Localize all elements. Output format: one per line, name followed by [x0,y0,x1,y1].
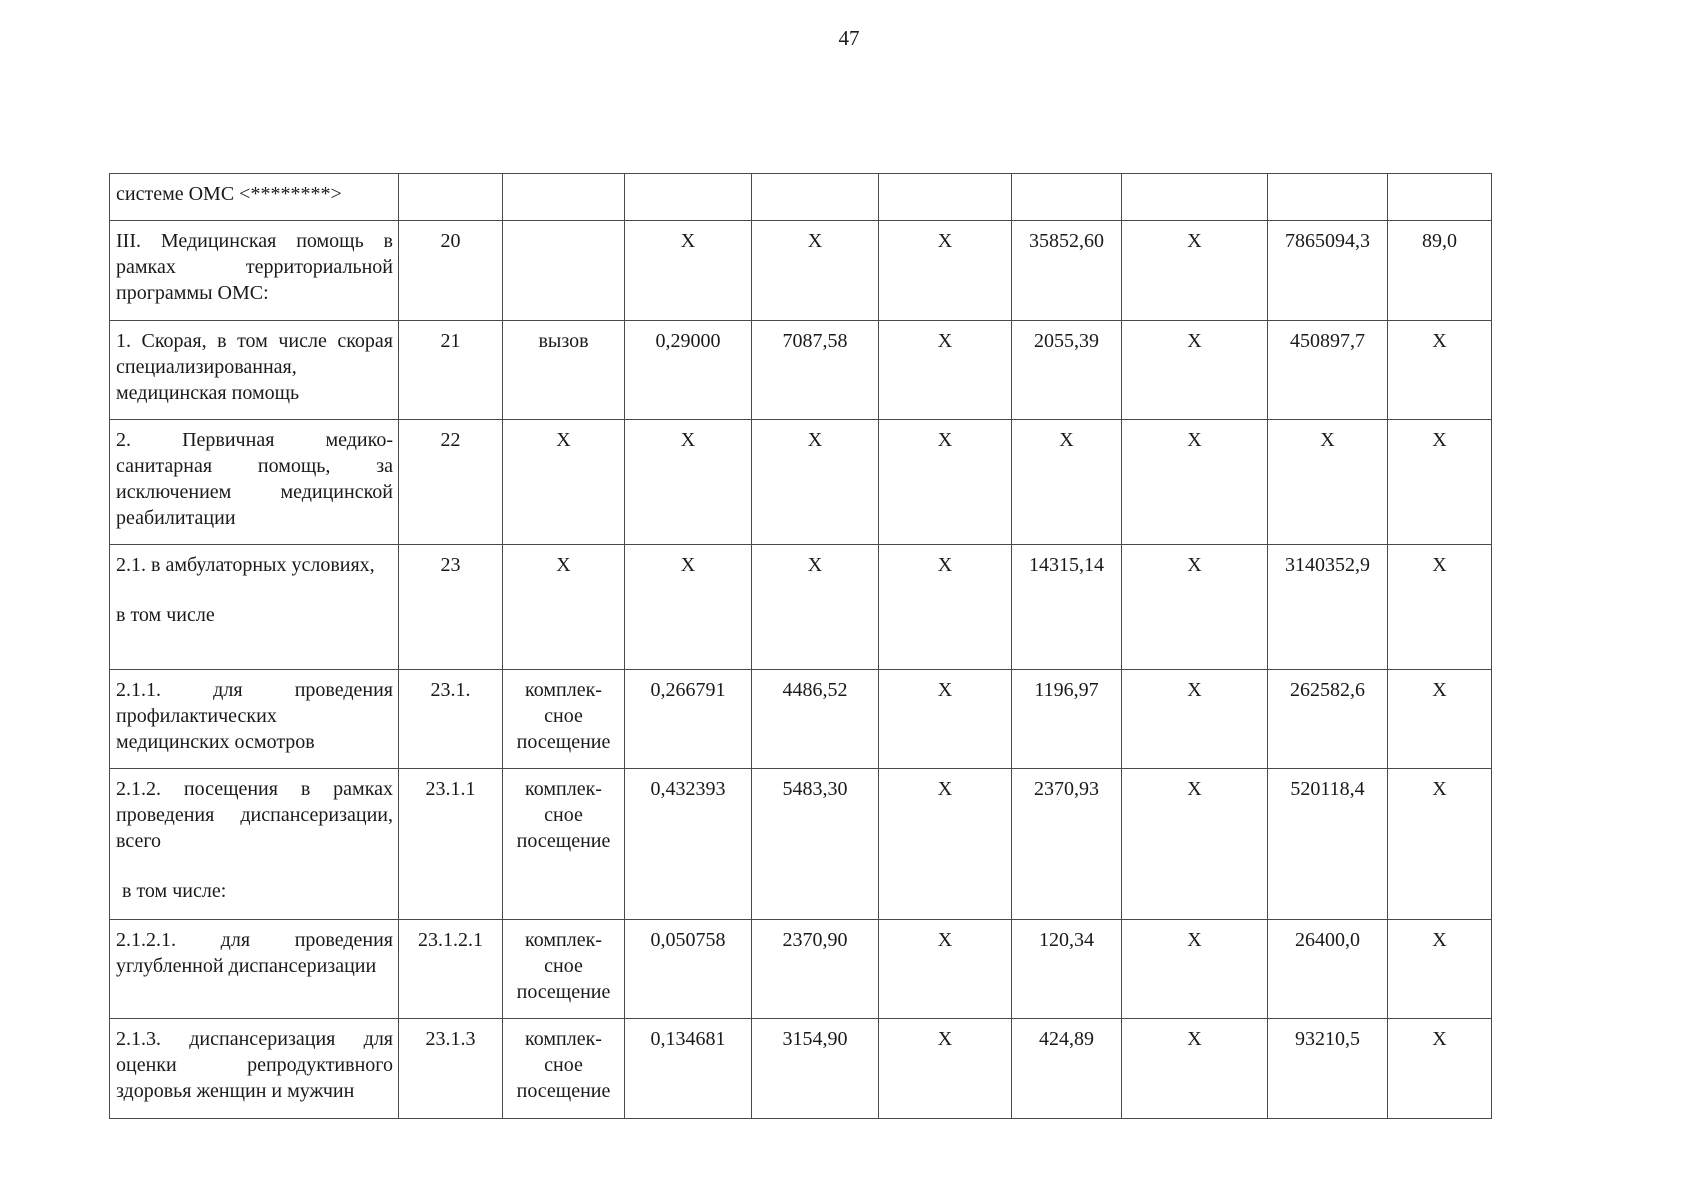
table-cell: Х [879,221,1012,321]
table-cell: 7865094,3 [1268,221,1388,321]
table-cell: 14315,14 [1012,545,1122,670]
table-cell: 2370,93 [1012,769,1122,920]
row-name-cell [110,545,399,670]
table-cell: 93210,5 [1268,1019,1388,1119]
table-cell: Х [1122,221,1268,321]
table-row [110,174,1492,221]
row-name: системе ОМС <********> [116,183,342,205]
table-cell: Х [879,420,1012,545]
table-cell [625,174,752,221]
table-row [110,670,1492,769]
table-cell: 89,0 [1388,221,1492,321]
table-cell: 2055,39 [1012,321,1122,420]
table-cell: Х [879,769,1012,920]
table-cell: Х [503,545,625,670]
table-cell: Х [625,221,752,321]
table-cell [1388,174,1492,221]
table-cell: комплек-сное посещение [503,1019,625,1119]
table-cell: 0,134681 [625,1019,752,1119]
table-cell: Х [879,545,1012,670]
table-cell: 450897,7 [1268,321,1388,420]
table-cell: 4486,52 [752,670,879,769]
row-subnote: в том числе: [122,880,227,902]
table-cell [503,221,625,321]
table-cell: 0,432393 [625,769,752,920]
table-cell [879,174,1012,221]
table-cell: Х [1388,670,1492,769]
table-cell: 22 [399,420,503,545]
row-name-cell [110,1019,399,1119]
table-cell: 23.1.1 [399,769,503,920]
table-cell: комплек-сное посещение [503,920,625,1019]
table-cell: 7087,58 [752,321,879,420]
table-cell: Х [752,420,879,545]
table-cell: Х [1012,420,1122,545]
table-cell: 35852,60 [1012,221,1122,321]
row-name: 1. Скорая, в том числе скорая специализированная, медицинская помощь [116,330,393,404]
table-cell: 1196,97 [1012,670,1122,769]
table-cell: Х [1122,420,1268,545]
table-cell: Х [1388,321,1492,420]
row-name-cell [110,321,399,420]
table-cell: Х [879,670,1012,769]
table-cell: 0,29000 [625,321,752,420]
table-cell: Х [879,1019,1012,1119]
table-cell: 120,34 [1012,920,1122,1019]
table-cell: Х [879,321,1012,420]
table-cell: Х [1388,545,1492,670]
row-name-cell [110,174,399,221]
table-row [110,221,1492,321]
table-cell: Х [879,920,1012,1019]
row-name-cell [110,221,399,321]
program-table [109,173,1492,1119]
table-cell: Х [503,420,625,545]
table-cell: Х [1122,1019,1268,1119]
table-cell: Х [1388,769,1492,920]
table-cell: 424,89 [1012,1019,1122,1119]
table-cell: 23 [399,545,503,670]
table-cell: Х [1388,920,1492,1019]
table-cell [1268,174,1388,221]
row-name-cell [110,920,399,1019]
table-cell: 23.1.2.1 [399,920,503,1019]
table-cell [503,174,625,221]
table-cell [1122,174,1268,221]
row-name: 2.1.2. посещения в рамках проведения диспансеризации, всего [116,778,393,852]
table-cell: 0,050758 [625,920,752,1019]
table-cell: 20 [399,221,503,321]
row-name: 2.1.2.1. для проведения углубленной диспансеризации [116,929,393,977]
row-name: III. Медицинская помощь в рамках территориальной программы ОМС: [116,230,393,304]
table-row [110,321,1492,420]
table-cell: 262582,6 [1268,670,1388,769]
row-subnote: в том числе [116,604,215,626]
row-name: 2.1.1. для проведения профилактических медицинских осмотров [116,679,393,753]
table-row [110,920,1492,1019]
table-cell [1012,174,1122,221]
row-name: 2.1. в амбулаторных условиях, [116,554,375,576]
table-cell: вызов [503,321,625,420]
table-cell: 26400,0 [1268,920,1388,1019]
table-cell: Х [752,221,879,321]
table-cell: Х [1122,321,1268,420]
table-cell: 21 [399,321,503,420]
table-cell: 520118,4 [1268,769,1388,920]
table-cell: Х [1388,1019,1492,1119]
table-cell: 2370,90 [752,920,879,1019]
table-cell: комплек-сное посещение [503,769,625,920]
row-name: 2. Первичная медико-санитарная помощь, за исключением медицинской реабилитации [116,429,393,529]
table-cell: 23.1.3 [399,1019,503,1119]
page-number: 47 [838,26,860,50]
table-cell: 3154,90 [752,1019,879,1119]
table-cell: Х [625,420,752,545]
table-cell: Х [1122,545,1268,670]
table-cell: Х [1268,420,1388,545]
table-cell: Х [1122,670,1268,769]
table-row [110,420,1492,545]
table-row [110,545,1492,670]
row-name-cell [110,769,399,920]
row-name-cell [110,420,399,545]
table-cell: 23.1. [399,670,503,769]
table-cell: комплек-сное посещение [503,670,625,769]
row-name: 2.1.3. диспансеризация для оценки репродуктивного здоровья женщин и мужчин [116,1028,393,1102]
table-cell [752,174,879,221]
table-cell: Х [1122,920,1268,1019]
table-cell: Х [1122,769,1268,920]
table-cell [399,174,503,221]
table-cell: Х [752,545,879,670]
row-name-cell [110,670,399,769]
table-row [110,1019,1492,1119]
table-cell: Х [1388,420,1492,545]
table-cell: 0,266791 [625,670,752,769]
table-cell: 3140352,9 [1268,545,1388,670]
table-cell: Х [625,545,752,670]
table-cell: 5483,30 [752,769,879,920]
table-row [110,769,1492,920]
